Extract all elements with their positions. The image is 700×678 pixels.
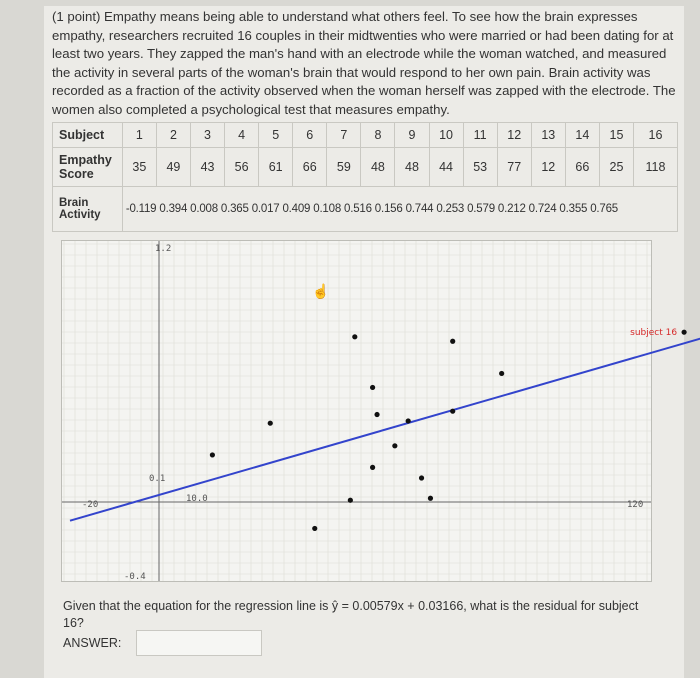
empathy-cell: 77 bbox=[497, 148, 531, 187]
data-point bbox=[312, 526, 317, 531]
answer-row bbox=[63, 636, 121, 650]
subject-cell: 4 bbox=[225, 123, 259, 148]
x-tick-label-left: -20 bbox=[82, 500, 99, 510]
data-table bbox=[52, 122, 678, 232]
data-point bbox=[499, 371, 504, 376]
subject-cell: 16 bbox=[634, 123, 678, 148]
empathy-cell: 48 bbox=[395, 148, 429, 187]
data-point bbox=[268, 421, 273, 426]
question-text: Given that the equation for the regression line is ŷ = 0.00579x + 0.03166, what is the residual for subject 16? bbox=[63, 599, 639, 630]
empathy-cell: 56 bbox=[225, 148, 259, 187]
regression-line bbox=[70, 334, 700, 520]
subject-cell: 10 bbox=[429, 123, 463, 148]
data-point bbox=[392, 443, 397, 448]
subject-cell: 5 bbox=[259, 123, 293, 148]
y-tick-label-bottom: -0.4 bbox=[124, 572, 146, 582]
brain-activity-values: -0.119 0.394 0.008 0.365 0.017 0.409 0.108 0.516 0.156 0.744 0.253 0.579 0.212 0.724 0.355 0.765 bbox=[122, 187, 677, 232]
subject-cell: 8 bbox=[361, 123, 395, 148]
data-point bbox=[450, 409, 455, 414]
empathy-cell: 66 bbox=[293, 148, 327, 187]
empathy-cell: 35 bbox=[122, 148, 156, 187]
empathy-header-line2: Score bbox=[59, 167, 94, 181]
empathy-cell: 12 bbox=[531, 148, 565, 187]
empathy-cell: 66 bbox=[565, 148, 599, 187]
data-point bbox=[450, 339, 455, 344]
subject-cell: 1 bbox=[122, 123, 156, 148]
subject-cell: 6 bbox=[293, 123, 327, 148]
x-tick-label-mid: 10.0 bbox=[186, 494, 208, 504]
empathy-cell: 43 bbox=[190, 148, 224, 187]
data-point bbox=[374, 412, 379, 417]
x-tick-label-right: 120 bbox=[627, 500, 644, 510]
subject-cell: 3 bbox=[190, 123, 224, 148]
data-point bbox=[682, 330, 687, 335]
data-point bbox=[419, 475, 424, 480]
data-point bbox=[406, 418, 411, 423]
empathy-cell: 59 bbox=[327, 148, 361, 187]
y-tick-label-top: 1.2 bbox=[155, 244, 172, 254]
empathy-cell: 118 bbox=[634, 148, 678, 187]
empathy-cell: 25 bbox=[599, 148, 633, 187]
empathy-cell: 61 bbox=[259, 148, 293, 187]
empathy-cell: 48 bbox=[361, 148, 395, 187]
hand-cursor-icon: ☝ bbox=[312, 283, 330, 299]
table-row-brain bbox=[53, 187, 678, 232]
brain-header-line2: Activity bbox=[59, 209, 101, 221]
brain-header-line1: Brain bbox=[59, 197, 89, 209]
subject-header: Subject bbox=[53, 123, 123, 148]
data-point bbox=[370, 385, 375, 390]
subject-cell: 9 bbox=[395, 123, 429, 148]
subject-cell: 13 bbox=[531, 123, 565, 148]
empathy-cell: 49 bbox=[156, 148, 190, 187]
scatter-plot[interactable] bbox=[61, 240, 678, 582]
subject-cell: 11 bbox=[463, 123, 497, 148]
table-row-empathy bbox=[53, 148, 678, 187]
data-point bbox=[370, 465, 375, 470]
subject-cell: 14 bbox=[565, 123, 599, 148]
data-point bbox=[210, 452, 215, 457]
empathy-header-line1: Empathy bbox=[59, 153, 112, 167]
data-point bbox=[348, 498, 353, 503]
subject-cell: 2 bbox=[156, 123, 190, 148]
answer-label: ANSWER: bbox=[63, 636, 122, 650]
subject-cell: 12 bbox=[497, 123, 531, 148]
problem-text: (1 point) Empathy means being able to understand what others feel. To see how the brain expresses empathy, researchers recruited 16 couples in their midtwenties who were married or had been dating for at least two years. They zapped the man's hand with an electrode while the woman watched, and measured the activity in several parts of the woman's brain that would respond to her own pain. Brain activity was recorded as a fraction of the activity observed when the woman herself was zapped with the electrode. The women also completed a psychological test that measures empathy. bbox=[52, 9, 676, 117]
scatter-plot-svg bbox=[62, 241, 678, 582]
answer-input[interactable] bbox=[136, 630, 262, 656]
empathy-cell: 53 bbox=[463, 148, 497, 187]
subject-cell: 7 bbox=[327, 123, 361, 148]
subject-cell: 15 bbox=[599, 123, 633, 148]
empathy-header bbox=[53, 148, 123, 187]
table-row-subject bbox=[53, 123, 678, 148]
brain-header bbox=[53, 187, 123, 232]
y-tick-label-mid: 0.1 bbox=[149, 474, 166, 484]
data-point bbox=[428, 496, 433, 501]
data-point bbox=[352, 334, 357, 339]
empathy-cell: 44 bbox=[429, 148, 463, 187]
annotation-subject-16: subject 16 bbox=[630, 328, 678, 339]
